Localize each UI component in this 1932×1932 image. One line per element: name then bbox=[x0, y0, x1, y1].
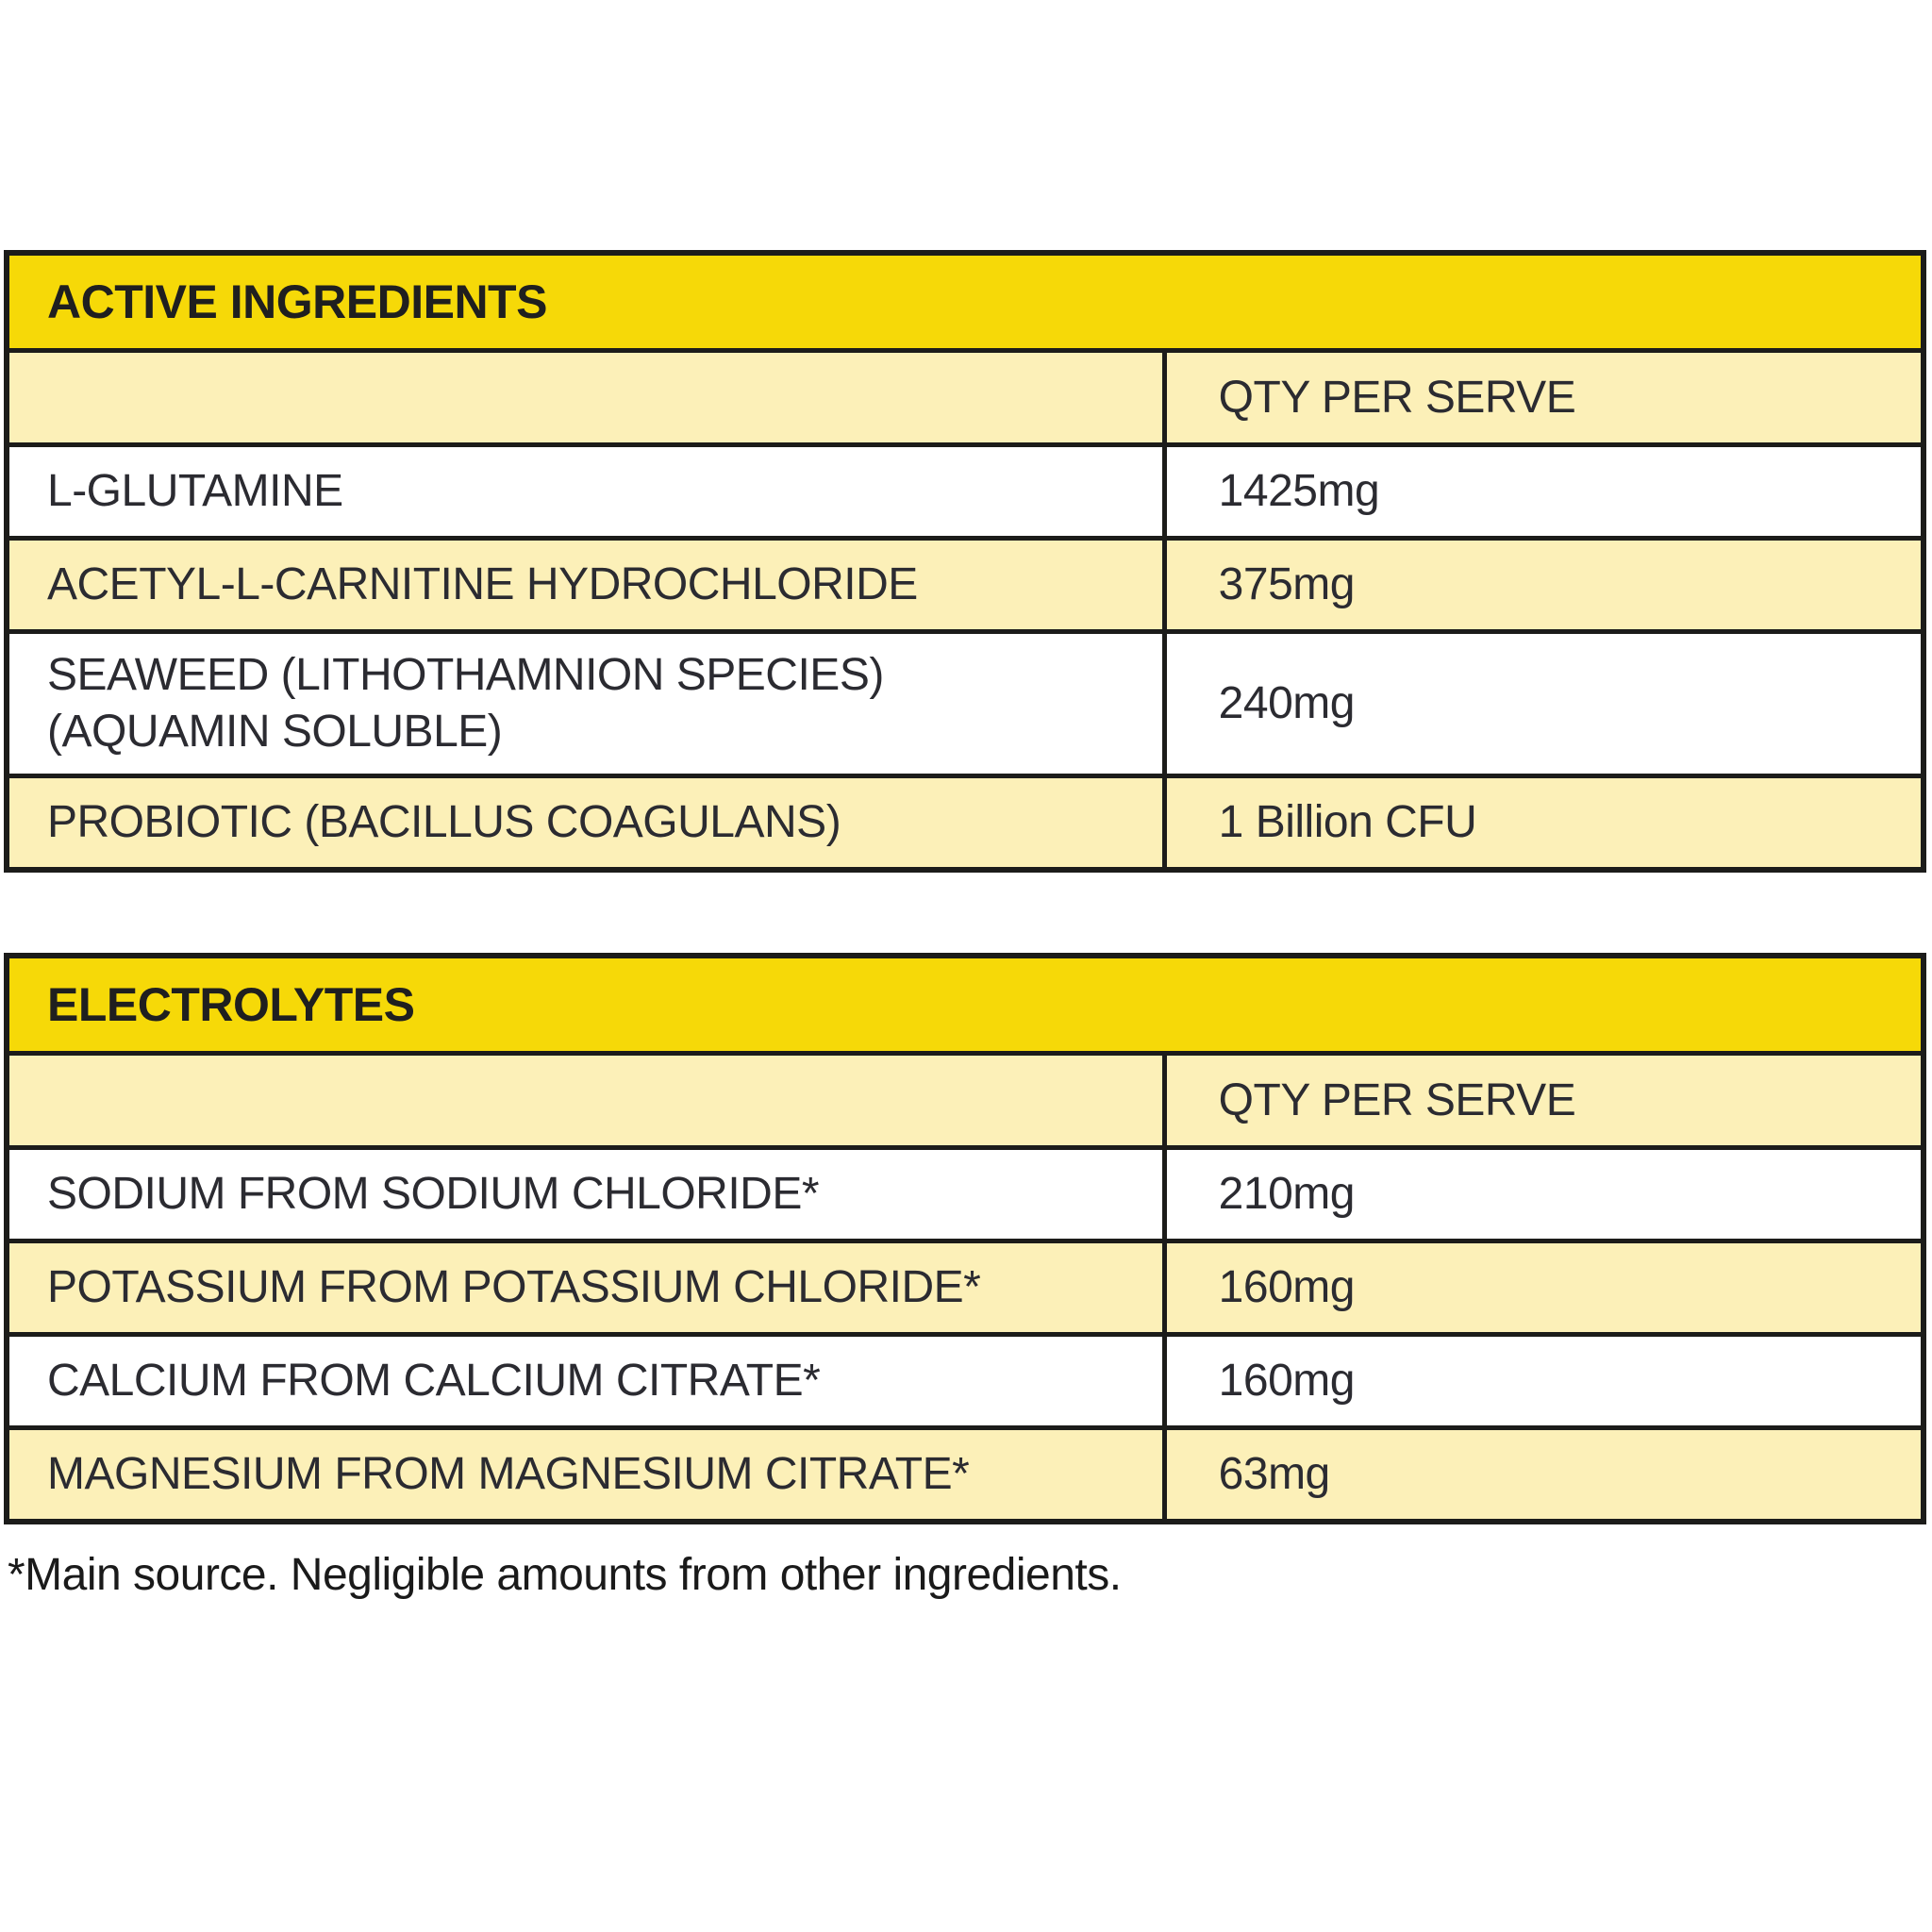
qty-per-serve-header: QTY PER SERVE bbox=[1162, 1056, 1921, 1145]
table-title: ELECTROLYTES bbox=[47, 978, 415, 1031]
qty-cell: 160mg bbox=[1162, 1337, 1921, 1425]
table-row bbox=[9, 629, 1921, 774]
ingredient-name-cell: SEAWEED (LITHOTHAMNION SPECIES) (AQUAMIN SOLUBLE) bbox=[47, 650, 884, 757]
label-content bbox=[4, 250, 1926, 1601]
ingredient-name-cell: PROBIOTIC (BACILLUS COAGULANS) bbox=[47, 797, 841, 847]
table-title: ACTIVE INGREDIENTS bbox=[47, 275, 547, 328]
ingredient-name-cell: SODIUM FROM SODIUM CHLORIDE* bbox=[47, 1169, 820, 1219]
table-row bbox=[9, 774, 1921, 867]
electrolytes-table bbox=[4, 953, 1926, 1524]
ingredient-name-cell: L-GLUTAMINE bbox=[47, 466, 343, 516]
qty-cell: 63mg bbox=[1162, 1430, 1921, 1519]
qty-cell: 210mg bbox=[1162, 1150, 1921, 1239]
table-row bbox=[9, 1332, 1921, 1425]
active-ingredients-table bbox=[4, 250, 1926, 873]
empty-header-cell bbox=[9, 353, 1162, 442]
qty-per-serve-header: QTY PER SERVE bbox=[1162, 353, 1921, 442]
table-row bbox=[9, 1239, 1921, 1332]
qty-cell: 1425mg bbox=[1162, 447, 1921, 536]
ingredient-name-cell: ACETYL-L-CARNITINE HYDROCHLORIDE bbox=[47, 559, 918, 609]
electrolytes-header-row bbox=[9, 958, 1921, 1051]
ingredient-name-cell: CALCIUM FROM CALCIUM CITRATE* bbox=[47, 1356, 821, 1406]
ingredient-name-cell: MAGNESIUM FROM MAGNESIUM CITRATE* bbox=[47, 1449, 970, 1499]
column-header-row bbox=[9, 348, 1921, 442]
qty-cell: 375mg bbox=[1162, 541, 1921, 629]
table-row bbox=[9, 536, 1921, 629]
qty-cell: 240mg bbox=[1162, 634, 1921, 774]
empty-header-cell bbox=[9, 1056, 1162, 1145]
active-ingredients-header-row bbox=[9, 256, 1921, 348]
table-row bbox=[9, 442, 1921, 536]
table-row bbox=[9, 1425, 1921, 1519]
main-source-footnote: *Main source. Negligible amounts from other ingredients. bbox=[8, 1550, 1122, 1600]
table-row bbox=[9, 1145, 1921, 1239]
qty-cell: 160mg bbox=[1162, 1243, 1921, 1332]
column-header-row bbox=[9, 1051, 1921, 1145]
qty-cell: 1 Billion CFU bbox=[1162, 778, 1921, 867]
ingredient-name-cell: POTASSIUM FROM POTASSIUM CHLORIDE* bbox=[47, 1262, 981, 1312]
